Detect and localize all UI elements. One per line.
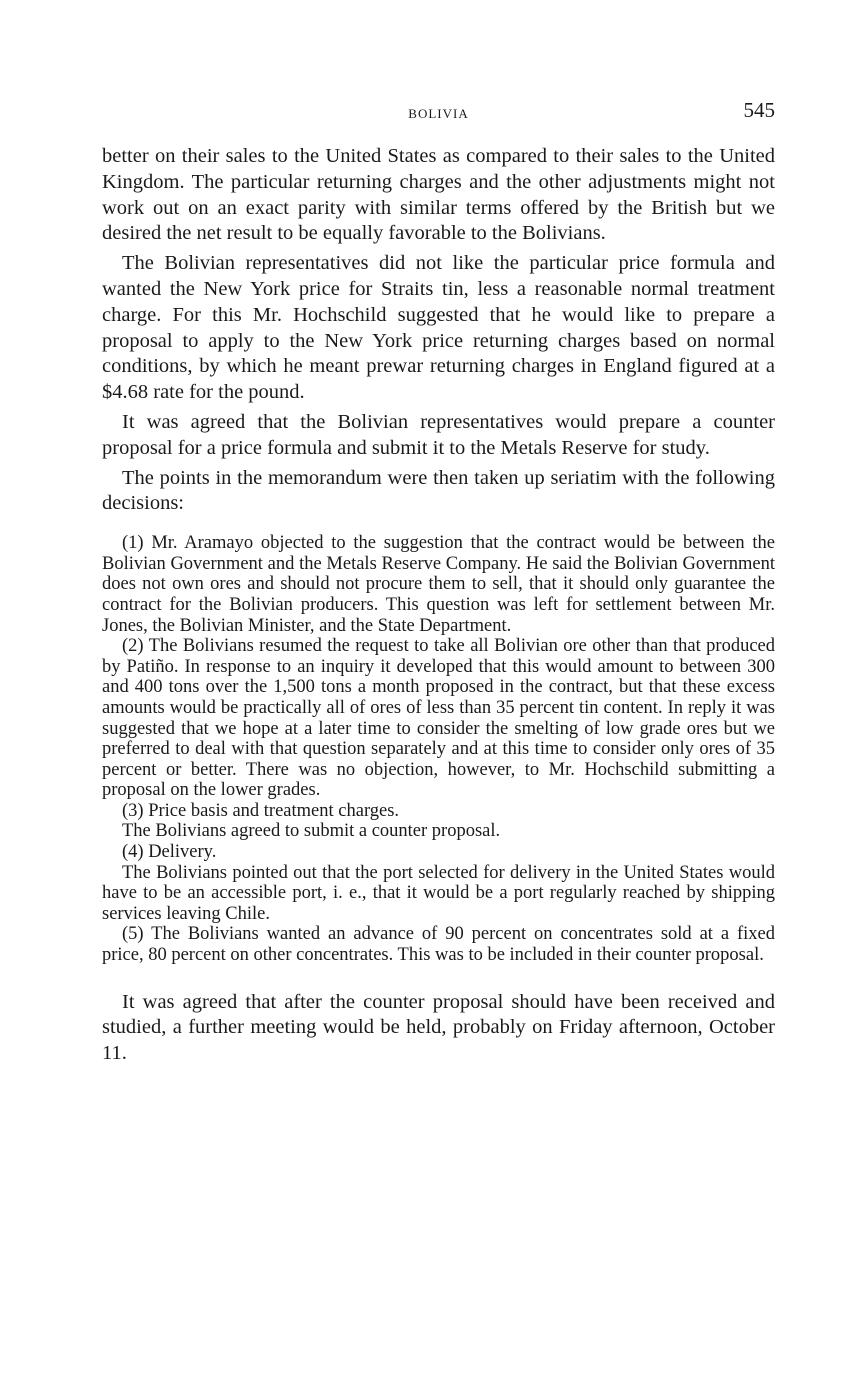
- memo-item: The Bolivians agreed to submit a counter proposal.: [122, 821, 501, 842]
- memorandum-decisions: [102, 533, 775, 965]
- page-body: [102, 144, 775, 1071]
- memo-item: (5) The Bolivians wanted an advance of 90 percent on concentrates sold at a fixed price, 80 percent on other concentrates. This was to be included in their counter proposal.: [102, 924, 775, 966]
- memo-item: (3) Price basis and treatment charges.: [122, 800, 400, 821]
- body-paragraph: better on their sales to the United States as compared to their sales to the United Kingdom. The particular returning charges and the other adjustments might not work out on an exact parity with similar terms offered by the British but we desired the net result to be equally favorable to the Bolivians.: [102, 145, 775, 245]
- closing-paragraph: It was agreed that after the counter proposal should have been received and studied, a further meeting would be held, probably on Friday afternoon, October 11.: [102, 990, 775, 1065]
- body-paragraph: The Bolivian representatives did not like the particular price formula and wanted the New York price for Straits tin, less a reasonable normal treatment charge. For this Mr. Hochschild suggested that he would like to prepare a proposal to apply to the New York price returning charges based on normal conditions, by which he meant prewar returning charges in England figured at a $4.68 rate for the pound.: [102, 252, 775, 404]
- memo-item: (2) The Bolivians resumed the request to take all Bolivian ore other than that produced by Patiño. In response to an inquiry it developed that this would amount to between 300 and 400 tons over the 1,500 tons a month proposed in the contract, but that these excess amounts would be practically all of ores of less than 35 percent tin content. In reply it was suggested that we hope at a later time to consider the smelting of low grade ores but we preferred to deal with that question separately and at this time to consider only ores of 35 percent or better. There was no objection, however, to Mr. Hochschild submitting a proposal on the lower grades.: [102, 636, 775, 801]
- running-head: BOLIVIA: [408, 106, 469, 121]
- memo-item: (4) Delivery.: [122, 842, 217, 863]
- page-header: [102, 98, 775, 128]
- memo-item: (1) Mr. Aramayo objected to the suggestion that the contract would be between the Bolivian Government and the Metals Reserve Company. He said the Bolivian Government does not own ores and should not procure them to sell, that it should only guarantee the contract for the Bolivian producers. This question was left for settlement between Mr. Jones, the Bolivian Minister, and the State Department.: [102, 533, 775, 636]
- memo-item: The Bolivians pointed out that the port selected for delivery in the United States would have to be an accessible port, i. e., that it would be a port regularly reached by shipping services leaving Chile.: [102, 862, 775, 924]
- body-paragraph: It was agreed that the Bolivian representatives would prepare a counter proposal for a price formula and submit it to the Metals Reserve for study.: [102, 410, 775, 459]
- page-number: 545: [743, 98, 775, 122]
- body-paragraph: The points in the memorandum were then taken up seriatim with the following decisions:: [102, 466, 775, 515]
